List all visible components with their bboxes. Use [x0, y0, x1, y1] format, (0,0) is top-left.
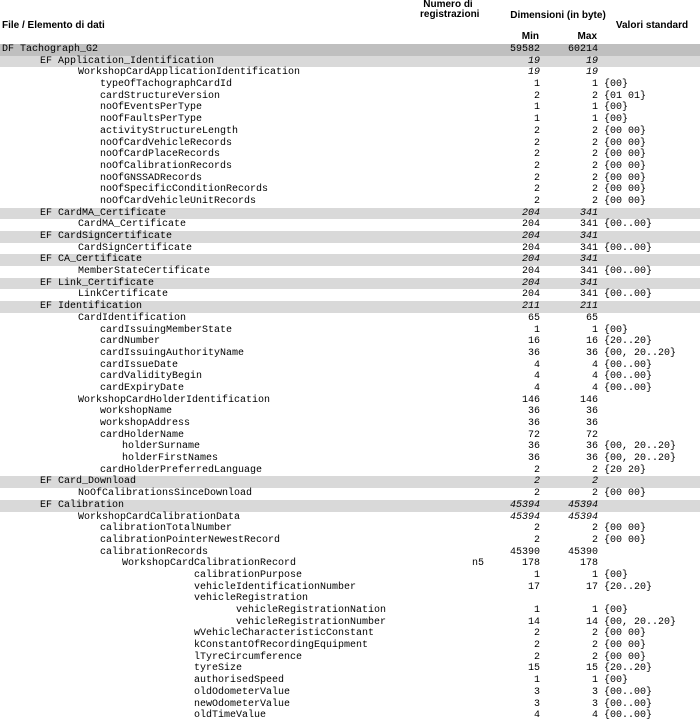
row-min: 204 — [521, 266, 540, 278]
row-max: 2 — [591, 137, 598, 149]
row-name: CardMA_Certificate — [78, 219, 187, 231]
table-row — [0, 91, 700, 103]
row-name: EF Link_Certificate — [40, 277, 155, 289]
row-name: cardValidityBegin — [100, 371, 203, 383]
row-name: noOfCardVehicleRecords — [100, 137, 233, 149]
row-min: 36 — [527, 418, 540, 429]
table-row — [0, 219, 700, 231]
row-min: 2 — [533, 137, 540, 149]
row-max: 2 — [591, 640, 598, 652]
table-row — [0, 149, 700, 161]
row-max: 3 — [591, 686, 598, 698]
row-min: 1 — [533, 675, 540, 687]
table-row — [0, 441, 700, 453]
header-file-column: File / Elemento di dati — [2, 20, 105, 31]
row-name: EF Application_Identification — [40, 55, 215, 67]
row-default-value: {00..00} — [604, 686, 653, 698]
row-name: noOfSpecificConditionRecords — [100, 184, 269, 196]
row-name: noOfGNSSADRecords — [100, 172, 203, 184]
row-name: holderFirstNames — [122, 453, 219, 465]
row-name: workshopAddress — [100, 418, 191, 429]
header-max-column: Max — [577, 31, 597, 42]
row-min: 45390 — [509, 546, 540, 558]
row-min: 4 — [533, 382, 540, 394]
row-min: 19 — [527, 67, 540, 79]
row-min: 146 — [521, 394, 540, 406]
row-max: 341 — [579, 219, 598, 231]
row-min: 204 — [521, 277, 540, 289]
table-row — [0, 663, 700, 675]
table-row — [0, 430, 700, 442]
row-default-value: {00 00} — [604, 651, 647, 663]
row-max: 4 — [591, 710, 598, 722]
table-row — [0, 184, 700, 196]
row-max: 15 — [585, 663, 598, 675]
row-max: 341 — [579, 254, 598, 266]
row-name: workshopName — [100, 406, 173, 418]
row-max: 19 — [585, 55, 598, 67]
table-row — [0, 79, 700, 91]
row-min: 1 — [533, 102, 540, 114]
table-row — [0, 289, 700, 301]
row-name: wVehicleCharacteristicConstant — [194, 628, 375, 640]
row-max: 2 — [591, 488, 598, 500]
table-row — [0, 360, 700, 372]
row-min: 45394 — [509, 511, 540, 523]
row-min: 204 — [521, 219, 540, 231]
row-min: 204 — [521, 289, 540, 301]
row-max: 2 — [591, 523, 598, 535]
row-name: cardIssueDate — [100, 359, 179, 371]
table-row — [0, 558, 700, 570]
row-default-value: {00, 20..20} — [604, 441, 677, 453]
row-max: 60214 — [567, 44, 598, 55]
table-row — [0, 488, 700, 500]
row-default-value: {00 00} — [604, 534, 647, 546]
row-name: EF Card_Download — [40, 476, 137, 488]
table-row — [0, 570, 700, 582]
row-min: 65 — [527, 312, 540, 324]
row-min: 2 — [533, 628, 540, 640]
row-max: 36 — [585, 453, 598, 465]
table-row — [0, 325, 700, 337]
row-max: 45394 — [567, 511, 598, 523]
table-row — [0, 348, 700, 360]
row-max: 2 — [591, 476, 598, 488]
row-name: holderSurname — [122, 441, 201, 453]
table-row — [0, 535, 700, 547]
row-default-value: {00..00} — [604, 382, 653, 394]
row-max: 2 — [591, 195, 598, 207]
table-row — [0, 699, 700, 711]
row-min: 2 — [533, 488, 540, 500]
table-row — [0, 266, 700, 278]
table-row — [0, 102, 700, 114]
row-min: 3 — [533, 698, 540, 710]
row-min: 2 — [533, 651, 540, 663]
row-name: EF Calibration — [40, 499, 125, 511]
row-max: 341 — [579, 231, 598, 242]
row-min: 4 — [533, 371, 540, 383]
table-row — [0, 44, 700, 56]
row-min: 16 — [527, 336, 540, 348]
row-name: EF CA_Certificate — [40, 254, 143, 266]
table-row — [0, 56, 700, 68]
row-max: 3 — [591, 698, 598, 710]
row-max: 211 — [579, 301, 598, 313]
row-min: 14 — [527, 616, 540, 628]
row-max: 45390 — [567, 546, 598, 558]
row-max: 4 — [591, 371, 598, 383]
row-min: 45394 — [509, 499, 540, 511]
row-default-value: {00 00} — [604, 160, 647, 172]
row-default-value: {00..00} — [604, 266, 653, 278]
table-row — [0, 582, 700, 594]
row-max: 1 — [591, 79, 598, 91]
row-default-value: {00..00} — [604, 359, 653, 371]
row-max: 2 — [591, 160, 598, 172]
row-max: 36 — [585, 406, 598, 418]
row-name: calibrationPointerNewestRecord — [100, 534, 281, 546]
row-max: 1 — [591, 114, 598, 126]
row-name: CardIdentification — [78, 312, 187, 324]
table-row — [0, 208, 700, 220]
table-row — [0, 605, 700, 617]
row-max: 65 — [585, 312, 598, 324]
row-default-value: {00 00} — [604, 137, 647, 149]
table-row — [0, 523, 700, 535]
row-name: authorisedSpeed — [194, 675, 285, 687]
table-row — [0, 593, 700, 605]
table-row — [0, 138, 700, 150]
row-max: 14 — [585, 616, 598, 628]
row-min: 1 — [533, 114, 540, 126]
row-name: noOfCalibrationRecords — [100, 160, 233, 172]
row-min: 2 — [533, 90, 540, 102]
row-max: 45394 — [567, 499, 598, 511]
row-min: 59582 — [509, 44, 540, 55]
row-name: newOdometerValue — [194, 698, 291, 710]
table-row — [0, 243, 700, 255]
row-name: typeOfTachographCardId — [100, 79, 233, 91]
row-default-value: {00 00} — [604, 149, 647, 161]
row-max: 341 — [579, 242, 598, 254]
row-name: vehicleRegistrationNation — [236, 605, 387, 616]
row-min: 4 — [533, 710, 540, 722]
row-name: DF Tachograph_G2 — [2, 44, 99, 55]
row-min: 2 — [533, 149, 540, 161]
row-max: 19 — [585, 67, 598, 79]
table-row — [0, 675, 700, 687]
row-name: lTyreCircumference — [194, 651, 303, 663]
row-default-value: {20 20} — [604, 464, 647, 476]
row-name: vehicleRegistrationNumber — [236, 616, 387, 628]
header-default-values-column: Valori standard — [615, 20, 689, 31]
row-default-value: {00, 20..20} — [604, 616, 677, 628]
row-min: 2 — [533, 172, 540, 184]
row-name: cardNumber — [100, 336, 161, 348]
row-min: 178 — [521, 558, 540, 570]
row-num-records: n5 — [471, 558, 484, 570]
row-max: 4 — [591, 382, 598, 394]
table-row — [0, 161, 700, 173]
table-row — [0, 395, 700, 407]
row-max: 2 — [591, 534, 598, 546]
row-name: cardIssuingMemberState — [100, 324, 233, 336]
row-max: 36 — [585, 418, 598, 429]
data-structure-table — [0, 44, 700, 722]
row-min: 211 — [521, 301, 540, 313]
row-name: noOfCardVehicleUnitRecords — [100, 195, 257, 207]
row-default-value: {00} — [604, 102, 629, 114]
row-default-value: {00} — [604, 605, 629, 616]
row-default-value: {00, 20..20} — [604, 347, 677, 359]
row-name: noOfFaultsPerType — [100, 114, 203, 126]
table-row — [0, 196, 700, 208]
row-default-value: {00..00} — [604, 242, 653, 254]
table-row — [0, 547, 700, 559]
row-min: 204 — [521, 231, 540, 242]
row-max: 2 — [591, 90, 598, 102]
row-name: WorkshopCardApplicationIdentification — [78, 67, 301, 79]
row-min: 72 — [527, 429, 540, 441]
row-default-value: {00 00} — [604, 523, 647, 535]
row-max: 341 — [579, 277, 598, 289]
row-max: 1 — [591, 605, 598, 616]
row-default-value: {00..00} — [604, 289, 653, 301]
table-row — [0, 453, 700, 465]
table-row — [0, 500, 700, 512]
table-row — [0, 465, 700, 477]
row-name: CardSignCertificate — [78, 242, 193, 254]
row-name: EF CardMA_Certificate — [40, 207, 167, 219]
row-min: 1 — [533, 605, 540, 616]
row-min: 15 — [527, 663, 540, 675]
row-min: 2 — [533, 476, 540, 488]
row-default-value: {00..00} — [604, 371, 653, 383]
row-name: oldTimeValue — [194, 710, 267, 722]
row-name: oldOdometerValue — [194, 686, 291, 698]
row-max: 341 — [579, 266, 598, 278]
row-name: cardExpiryDate — [100, 382, 185, 394]
row-min: 204 — [521, 254, 540, 266]
row-min: 36 — [527, 347, 540, 359]
row-min: 2 — [533, 195, 540, 207]
row-default-value: {00} — [604, 79, 629, 91]
row-max: 146 — [579, 394, 598, 406]
row-default-value: {00..00} — [604, 698, 653, 710]
header-min-column: Min — [521, 31, 539, 42]
table-row — [0, 313, 700, 325]
row-name: cardHolderPreferredLanguage — [100, 464, 263, 476]
row-max: 1 — [591, 569, 598, 581]
row-max: 72 — [585, 429, 598, 441]
table-row — [0, 301, 700, 313]
table-row — [0, 476, 700, 488]
row-min: 2 — [533, 125, 540, 137]
table-row — [0, 231, 700, 243]
table-row — [0, 336, 700, 348]
row-min: 1 — [533, 79, 540, 91]
table-row — [0, 617, 700, 629]
row-min: 36 — [527, 406, 540, 418]
row-name: tyreSize — [194, 663, 243, 675]
row-min: 4 — [533, 359, 540, 371]
row-max: 1 — [591, 324, 598, 336]
row-default-value: {20..20} — [604, 336, 653, 348]
row-max: 178 — [579, 558, 598, 570]
row-max: 36 — [585, 441, 598, 453]
table-row — [0, 114, 700, 126]
row-name: EF CardSignCertificate — [40, 231, 173, 242]
table-row — [0, 710, 700, 722]
row-default-value: {20..20} — [604, 581, 653, 593]
row-default-value: {00} — [604, 675, 629, 687]
table-row — [0, 628, 700, 640]
row-name: LinkCertificate — [78, 289, 169, 301]
row-max: 1 — [591, 675, 598, 687]
table-row — [0, 406, 700, 418]
table-row — [0, 512, 700, 524]
row-name: noOfEventsPerType — [100, 102, 203, 114]
row-name: kConstantOfRecordingEquipment — [194, 640, 369, 652]
row-max: 1 — [591, 102, 598, 114]
row-name: vehicleRegistration — [194, 593, 309, 605]
row-max: 2 — [591, 651, 598, 663]
row-default-value: {00, 20..20} — [604, 453, 677, 465]
row-name: calibrationRecords — [100, 546, 209, 558]
row-min: 36 — [527, 453, 540, 465]
row-min: 17 — [527, 581, 540, 593]
row-max: 2 — [591, 125, 598, 137]
row-max: 16 — [585, 336, 598, 348]
table-row — [0, 640, 700, 652]
table-row — [0, 126, 700, 138]
row-max: 2 — [591, 149, 598, 161]
header-dimensions-column: Dimensioni (in byte) — [510, 10, 606, 21]
table-row — [0, 418, 700, 430]
row-min: 1 — [533, 324, 540, 336]
header-num-records-column: Numero di registrazioni — [420, 0, 480, 20]
row-name: MemberStateCertificate — [78, 266, 211, 278]
row-max: 341 — [579, 289, 598, 301]
row-min: 2 — [533, 640, 540, 652]
row-name: WorkshopCardCalibrationRecord — [122, 558, 297, 570]
row-name: calibrationTotalNumber — [100, 523, 233, 535]
table-row — [0, 67, 700, 79]
row-default-value: {00} — [604, 569, 629, 581]
table-row — [0, 254, 700, 266]
row-name: cardHolderName — [100, 429, 185, 441]
row-name: WorkshopCardHolderIdentification — [78, 394, 271, 406]
row-default-value: {00} — [604, 324, 629, 336]
row-max: 2 — [591, 464, 598, 476]
table-row — [0, 687, 700, 699]
row-name: NoOfCalibrationsSinceDownload — [78, 488, 253, 500]
table-row — [0, 173, 700, 185]
row-max: 36 — [585, 347, 598, 359]
row-min: 2 — [533, 464, 540, 476]
row-max: 2 — [591, 628, 598, 640]
row-name: noOfCardPlaceRecords — [100, 149, 221, 161]
row-default-value: {20..20} — [604, 663, 653, 675]
row-max: 2 — [591, 172, 598, 184]
row-default-value: {00 00} — [604, 172, 647, 184]
row-default-value: {01 01} — [604, 90, 647, 102]
row-default-value: {00 00} — [604, 125, 647, 137]
row-name: activityStructureLength — [100, 125, 239, 137]
row-min: 19 — [527, 55, 540, 67]
row-min: 204 — [521, 207, 540, 219]
row-default-value: {00..00} — [604, 219, 653, 231]
row-default-value: {00 00} — [604, 640, 647, 652]
row-default-value: {00 00} — [604, 184, 647, 196]
table-row — [0, 278, 700, 290]
row-default-value: {00 00} — [604, 488, 647, 500]
row-name: calibrationPurpose — [194, 569, 303, 581]
row-max: 4 — [591, 359, 598, 371]
row-max: 341 — [579, 207, 598, 219]
row-max: 17 — [585, 581, 598, 593]
row-name: cardIssuingAuthorityName — [100, 347, 245, 359]
row-min: 1 — [533, 569, 540, 581]
row-default-value: {00} — [604, 114, 629, 126]
table-row — [0, 383, 700, 395]
row-min: 204 — [521, 242, 540, 254]
row-default-value: {00..00} — [604, 710, 653, 722]
row-min: 2 — [533, 523, 540, 535]
table-row — [0, 371, 700, 383]
row-name: cardStructureVersion — [100, 90, 221, 102]
row-max: 2 — [591, 184, 598, 196]
row-min: 3 — [533, 686, 540, 698]
table-row — [0, 652, 700, 664]
row-min: 2 — [533, 160, 540, 172]
row-default-value: {00 00} — [604, 628, 647, 640]
row-default-value: {00 00} — [604, 195, 647, 207]
row-name: WorkshopCardCalibrationData — [78, 511, 241, 523]
row-min: 2 — [533, 534, 540, 546]
row-min: 36 — [527, 441, 540, 453]
row-min: 2 — [533, 184, 540, 196]
row-name: vehicleIdentificationNumber — [194, 581, 357, 593]
row-name: EF Identification — [40, 301, 143, 313]
